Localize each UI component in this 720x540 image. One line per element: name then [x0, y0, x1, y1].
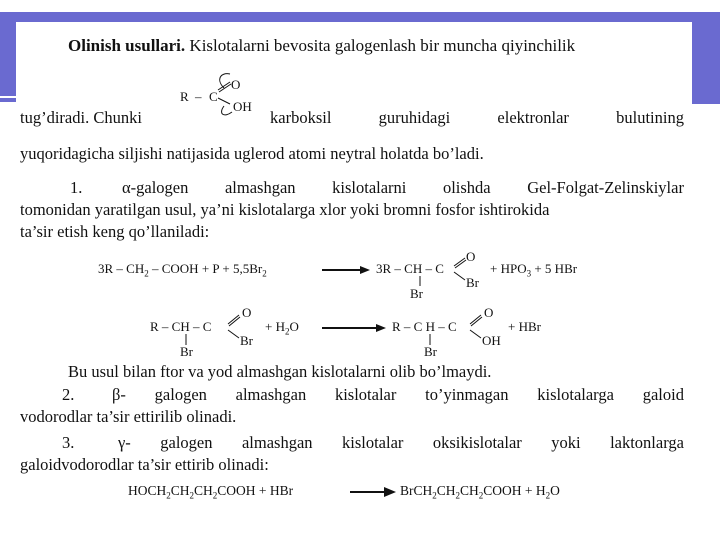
- right-accent-bar: [692, 12, 720, 104]
- reaction3-left: [128, 484, 293, 503]
- reaction1-arrow: [322, 269, 362, 271]
- reaction1-arrowhead: [360, 266, 370, 274]
- carboxyl-r: R: [180, 89, 189, 104]
- reaction1-product: 3R – CH – C: [376, 261, 444, 276]
- line2-start: tug’diradi. Chunki: [20, 108, 142, 127]
- reaction3-arrowhead: [384, 487, 396, 497]
- reaction1-left-a: 3R – CH: [98, 261, 145, 276]
- reaction1-tail-b: + 5 HBr: [531, 261, 578, 276]
- reaction3-right-end: O: [550, 483, 560, 498]
- carboxyl-o: O: [231, 77, 241, 92]
- reaction3-right-c: CH: [460, 483, 479, 498]
- reaction2-product-oh: OH: [482, 333, 501, 348]
- reaction1-left-b: – COOH + P + 5,5Br: [148, 261, 263, 276]
- line3: yuqoridagicha siljishi natijasida uglerod atomi neytral holatda bo’ladi.: [20, 144, 484, 163]
- accent-divider: [0, 96, 200, 98]
- method1-line2: tomonidan yaratilgan usul, ya’ni kislotalarga xlor yoki bromni fosfor ishtirokida: [20, 200, 550, 219]
- reaction3-left-d: COOH + HBr: [217, 483, 294, 498]
- method3-word: laktonlarga: [610, 433, 684, 452]
- method2-line2: vodorodlar ta’sir ettirilib olinadi.: [20, 407, 237, 426]
- carboxyl-arrows: [210, 70, 250, 120]
- greek-gamma: γ: [118, 433, 126, 452]
- method2-word: galogen: [154, 385, 207, 404]
- reaction2-left-bonds: [224, 308, 244, 344]
- method1-word-text: -galogen: [130, 178, 189, 197]
- reaction3-left-c: CH: [194, 483, 213, 498]
- heading: [68, 36, 575, 56]
- reaction3-right-d: COOH + H: [483, 483, 546, 498]
- reaction3-left-sub: 2: [166, 490, 171, 501]
- method1-word: kislotalarni: [332, 178, 407, 197]
- method2-word: [112, 385, 126, 405]
- reaction2-left: R – CH – C: [150, 319, 212, 334]
- reaction2-plus-sub: 2: [284, 326, 290, 337]
- method3-word-text: -: [125, 433, 131, 452]
- reaction2-left-o: O: [242, 305, 252, 320]
- line2-word: guruhidagi: [378, 108, 451, 127]
- reaction2-tail: + HBr: [508, 319, 541, 334]
- reaction2-plus: [265, 320, 299, 339]
- method3-word: galogen: [160, 433, 213, 452]
- method2-word: almashgan: [235, 385, 307, 404]
- carboxyl-oh: OH: [233, 99, 252, 114]
- method3-word: almashgan: [241, 433, 313, 452]
- left-accent-bar: [0, 12, 16, 102]
- method3-line1: [118, 433, 684, 453]
- reaction2-product: R – C H – C: [392, 319, 457, 334]
- reaction3-right: [400, 484, 560, 503]
- greek-alpha: α: [122, 178, 131, 197]
- method2-word: to’yinmagan: [425, 385, 509, 404]
- method2-word: kislotalarga: [537, 385, 614, 404]
- method1-word: olishda: [442, 178, 491, 197]
- reaction1-tail-a: + HPO: [490, 261, 527, 276]
- reaction2-product-bonds: [466, 308, 486, 344]
- method2-line1: [112, 385, 684, 405]
- reaction2-product-br-below: Br: [424, 344, 437, 359]
- method1-word: almashgan: [224, 178, 296, 197]
- method3-number: 3.: [62, 433, 75, 452]
- line2-word: elektronlar: [497, 108, 569, 127]
- reaction2-arrow: [322, 327, 378, 329]
- reaction1-bonds: [450, 252, 470, 286]
- reaction1-tail-sub: 3: [526, 268, 532, 279]
- reaction3-right-b: CH: [436, 483, 456, 498]
- reaction3-left-sub: 2: [212, 490, 218, 501]
- reaction2-left-br-right: Br: [240, 333, 253, 348]
- reaction1-tail: [490, 262, 577, 281]
- method2-word: kislotalar: [334, 385, 397, 404]
- reaction1-left: [98, 262, 267, 281]
- reaction2-left-br-below: Br: [180, 344, 193, 359]
- method3-word: [118, 433, 131, 453]
- line2-word: bulutining: [616, 108, 684, 127]
- method3-word: oksikislotalar: [432, 433, 522, 452]
- reaction3-left-b: CH: [170, 483, 190, 498]
- reaction1-left-sub: 2: [144, 268, 149, 279]
- method2-word: galoid: [642, 385, 684, 404]
- carboxyl-c: C: [209, 89, 218, 104]
- method1-line1: [122, 178, 684, 198]
- heading-rest: Kislotalarni bevosita galogenlash bir muncha qiyinchilik: [189, 36, 576, 55]
- method3-word: kislotalar: [342, 433, 404, 452]
- method3-word: yoki: [551, 433, 581, 452]
- reaction1-product-o: O: [466, 249, 476, 264]
- carboxyl-dash: –: [195, 89, 202, 104]
- reaction3-left-sub: 2: [189, 490, 195, 501]
- method2-number: 2.: [62, 385, 75, 404]
- line2-word: karboksil: [270, 108, 332, 127]
- reaction3-right-sub: 2: [478, 490, 484, 501]
- note: Bu usul bilan ftor va yod almashgan kislotalarni olib bo’lmaydi.: [68, 362, 492, 381]
- reaction1-left-sub2: 2: [262, 268, 267, 279]
- reaction3-right-sub-last: 2: [545, 490, 551, 501]
- reaction2-plus-b: O: [289, 319, 299, 334]
- line2-words: [270, 108, 684, 128]
- reaction1-product-br-right: Br: [466, 275, 479, 290]
- reaction1-product-br-below: Br: [410, 286, 423, 301]
- reaction2-product-o: O: [484, 305, 494, 320]
- reaction2-arrowhead: [376, 324, 386, 332]
- heading-bold: Olinish usullari.: [68, 36, 186, 55]
- method1-line3: ta’sir etish keng qo’llaniladi:: [20, 222, 210, 241]
- method2-word-text: -: [120, 385, 126, 404]
- reaction3-arrow: [350, 491, 386, 493]
- method1-word: Gel-Folgat-Zelinskiylar: [527, 178, 684, 197]
- reaction3-right-sub: 2: [455, 490, 461, 501]
- reaction2-plus-a: + H: [265, 319, 285, 334]
- method1-number: 1.: [70, 178, 83, 197]
- method1-word: [122, 178, 188, 198]
- reaction3-right-sub: 2: [432, 490, 437, 501]
- reaction3-right-a: BrCH: [400, 483, 433, 498]
- reaction3-left-a: HOCH: [128, 483, 167, 498]
- method3-line2: galoidvodorodlar ta’sir ettirib olinadi:: [20, 455, 269, 474]
- greek-beta: β: [112, 385, 121, 404]
